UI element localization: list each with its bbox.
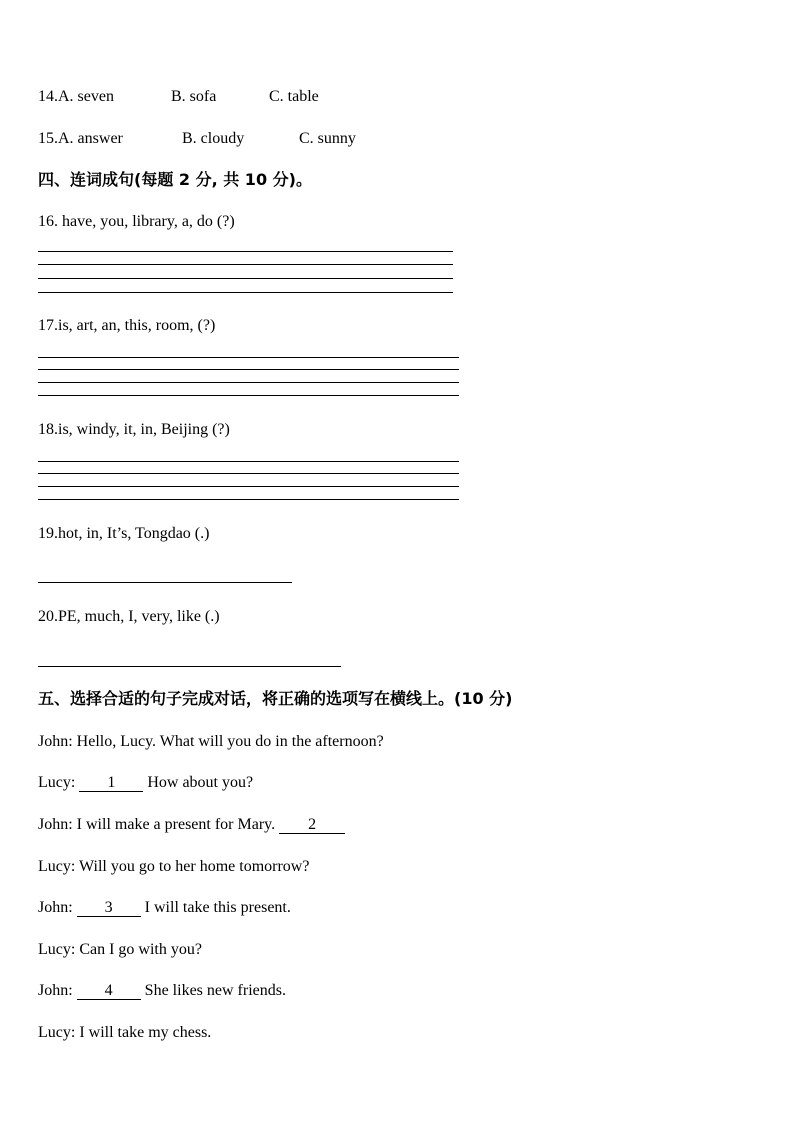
question-14	[38, 87, 319, 107]
question-15	[38, 129, 356, 149]
option-b: B. cloudy	[182, 130, 245, 147]
dialogue-line: Lucy: I will take my chess.	[38, 1024, 212, 1041]
question-19: 19.hot, in, It’s, Tongdao (.)	[38, 525, 210, 542]
answer-blank-1[interactable]: 1	[79, 775, 143, 792]
dialogue-line: Lucy: Will you go to her home tomorrow?	[38, 858, 310, 875]
speaker-text: John:	[38, 899, 77, 916]
option-c: C. table	[269, 88, 319, 105]
section-4-heading: 四、连词成句(每题 2 分, 共 10 分)。	[38, 170, 312, 189]
dialogue-line	[38, 815, 345, 835]
answer-line	[38, 499, 459, 500]
option-c: C. sunny	[299, 130, 356, 147]
answer-blank-3[interactable]: 3	[77, 900, 141, 917]
answer-line	[38, 473, 459, 474]
dialogue-text: John: I will make a present for Mary.	[38, 816, 280, 833]
answer-line	[38, 357, 459, 358]
answer-line	[38, 461, 459, 462]
speaker-text: Lucy:	[38, 774, 80, 791]
answer-line	[38, 278, 453, 279]
question-number: 15.	[38, 130, 58, 147]
answer-line	[38, 666, 341, 667]
question-20: 20.PE, much, I, very, like (.)	[38, 608, 220, 625]
speaker-text: John:	[38, 982, 77, 999]
dialogue-line	[38, 773, 253, 793]
answer-line	[38, 264, 453, 265]
answer-line	[38, 292, 453, 293]
dialogue-line: Lucy: Can I go with you?	[38, 941, 202, 958]
answer-blank-2[interactable]: 2	[279, 817, 345, 834]
dialogue-line: John: Hello, Lucy. What will you do in the afternoon?	[38, 733, 384, 750]
answer-line	[38, 486, 459, 487]
answer-blank-4[interactable]: 4	[77, 983, 141, 1000]
dialogue-line	[38, 898, 291, 918]
option-a: A. answer	[58, 130, 123, 147]
section-5-heading: 五、选择合适的句子完成对话，将正确的选项写在横线上。(10 分)	[38, 689, 513, 708]
answer-line	[38, 382, 459, 383]
question-16: 16. have, you, library, a, do (?)	[38, 213, 235, 230]
question-17: 17.is, art, an, this, room, (?)	[38, 317, 216, 334]
question-number: 14.	[38, 88, 58, 105]
question-18: 18.is, windy, it, in, Beijing (?)	[38, 421, 230, 438]
answer-line	[38, 582, 292, 583]
dialogue-text: I will take this present.	[140, 899, 291, 916]
dialogue-text: How about you?	[143, 774, 254, 791]
answer-line	[38, 251, 453, 252]
option-a: A. seven	[58, 88, 114, 105]
option-b: B. sofa	[171, 88, 217, 105]
answer-line	[38, 395, 459, 396]
dialogue-text: She likes new friends.	[140, 982, 286, 999]
answer-line	[38, 369, 459, 370]
dialogue-line	[38, 981, 286, 1001]
